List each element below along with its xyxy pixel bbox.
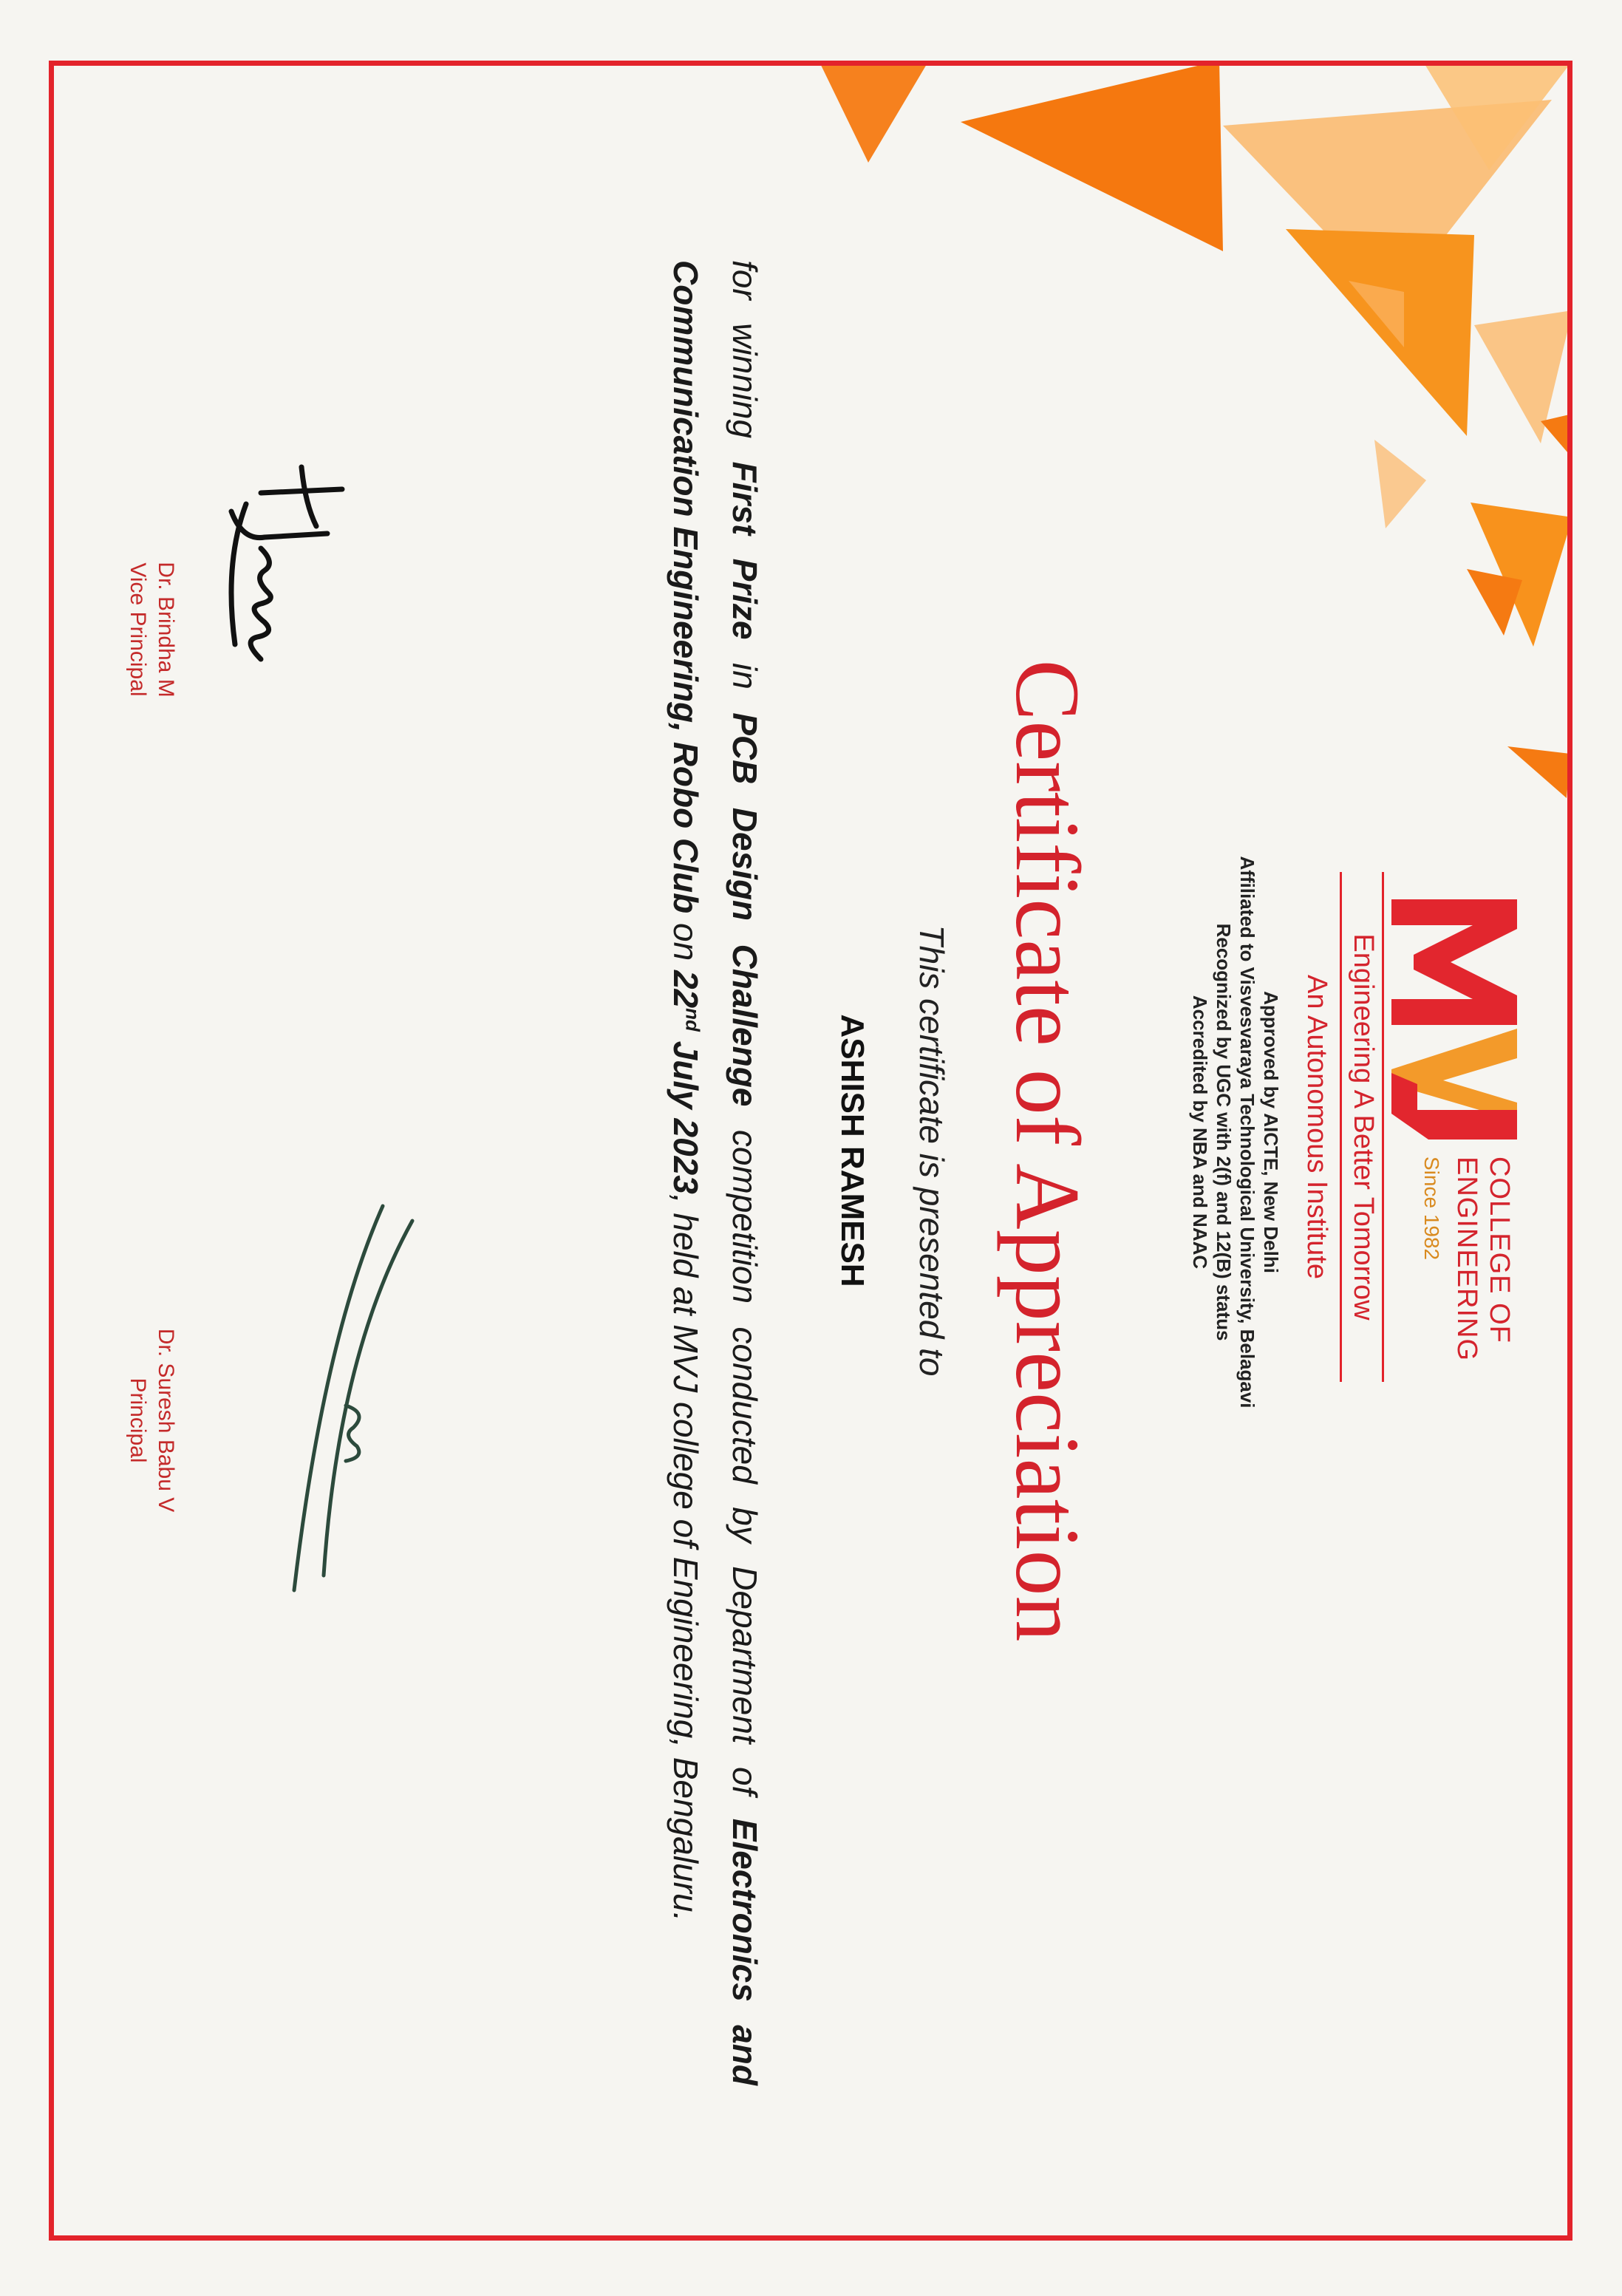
divider bbox=[1340, 872, 1342, 1382]
signer-role: Vice Principal bbox=[126, 562, 150, 697]
autonomous-status: An Autonomous Institute bbox=[1301, 975, 1332, 1279]
vice-principal-signature bbox=[209, 423, 372, 792]
accreditation-list bbox=[1188, 800, 1283, 1465]
accreditation-line: Approved by AICTE, New Delhi bbox=[1260, 991, 1282, 1273]
certificate-title: Certificate of Appreciation bbox=[997, 659, 1098, 1642]
accreditation-line: Affiliated to Visvesvaraya Technological University, Belagavi bbox=[1236, 856, 1258, 1408]
signer-role: Principal bbox=[126, 1377, 150, 1463]
principal-block bbox=[123, 1199, 180, 1642]
event-name: PCB Design Challenge bbox=[726, 712, 764, 1107]
signer-name: Dr. Suresh Babu V bbox=[154, 1328, 178, 1513]
college-tagline: Engineering A Better Tomorrow bbox=[1348, 933, 1379, 1321]
college-name: COLLEGE OF ENGINEERING bbox=[1451, 1156, 1515, 1362]
vice-principal-block bbox=[123, 408, 180, 851]
accreditation-line: Accredited by NBA and NAAC bbox=[1189, 995, 1211, 1270]
college-logo bbox=[1369, 899, 1532, 1417]
principal-signature bbox=[198, 1191, 435, 1605]
recipient-name: ASHISH RAMESH bbox=[834, 1014, 870, 1287]
accreditation-line: Recognized by UGC with 2(f) and 12(B) status bbox=[1213, 923, 1235, 1341]
signer-name: Dr. Brindha M bbox=[154, 562, 178, 698]
prize-name: First Prize bbox=[726, 461, 764, 640]
mvj-logo-mark bbox=[1391, 899, 1532, 1143]
divider bbox=[1382, 872, 1384, 1382]
presented-to-line: This certificate is presented to bbox=[913, 924, 951, 1377]
event-date: 22nd July 2023 bbox=[667, 970, 705, 1194]
since-year: Since 1982 bbox=[1420, 1156, 1443, 1261]
certificate-content bbox=[49, 61, 1572, 2241]
department-name: Electronics and Communication Engineering, Robo Club bbox=[667, 260, 764, 2085]
citation-text: for winning First Prize in PCB Design Challenge competition conducted by Department of Electronics and Communication Engineering, Robo Club on 22nd July 2023, held at MVJ college of Engineering, Bengaluru. bbox=[667, 260, 764, 2085]
